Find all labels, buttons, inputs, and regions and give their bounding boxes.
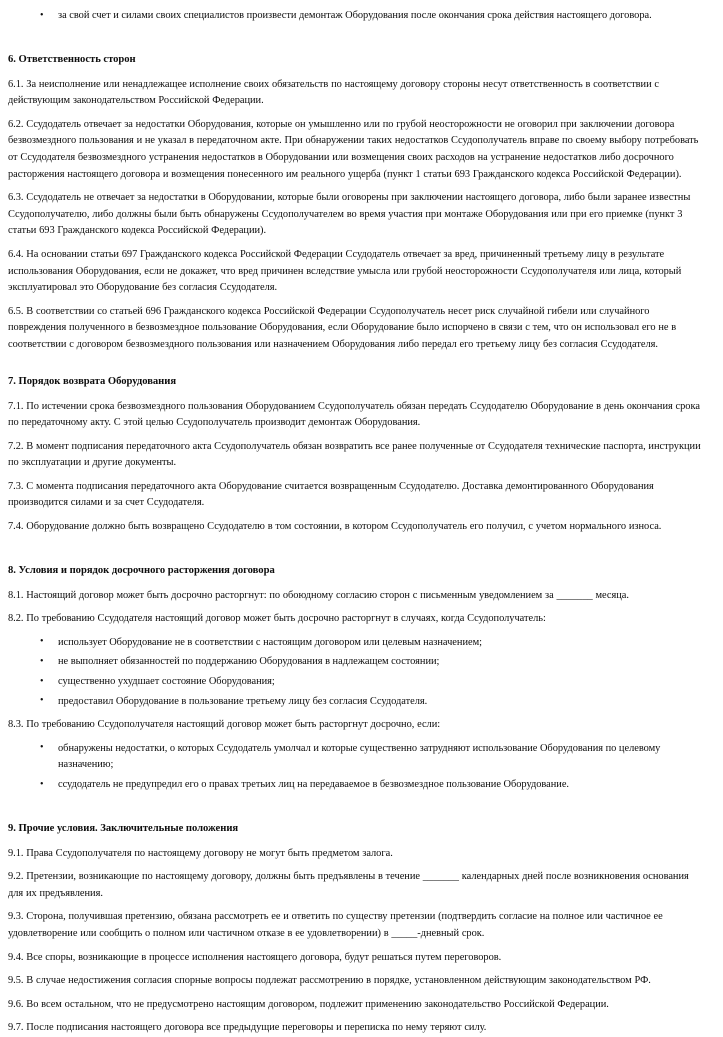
list-item: • обнаружены недостатки, о которых Ссудодатель умолчал и которые существенно затрудняют использование Оборудования по целевому назначению; — [8, 741, 703, 774]
paragraph-7-1: 7.1. По истечении срока безвозмездного пользования Оборудованием Ссудополучатель обязан передать Ссудодателю Оборудование в день окончания срока по передаточному акту. С этой целью Ссудополучатель производит демонтаж Оборудования. — [8, 400, 700, 429]
paragraph-7-2: 7.2. В момент подписания передаточного акта Ссудополучатель обязан возвратить все ранее полученные от Ссудодателя технические паспорта, инструкции по эксплуатации и другие документы. — [8, 440, 701, 469]
paragraph-7-4: 7.4. Оборудование должно быть возвращено Ссудодателю в том состоянии, в котором Ссудополучатель его получил, с учетом нормального износа. — [8, 521, 662, 533]
paragraph-8-1: 8.1. Настоящий договор может быть досрочно расторгнут: по обоюдному согласию сторон с письменным уведомлением за _______ месяца. — [8, 589, 629, 601]
section-7-heading: 7. Порядок возврата Оборудования — [8, 375, 177, 387]
list-item: • не выполняет обязанностей по поддержанию Оборудования в надлежащем состоянии; — [8, 654, 703, 671]
section-spacer — [8, 32, 703, 52]
section-spacer — [8, 361, 703, 374]
paragraph-6-2: 6.2. Ссудодатель отвечает за недостатки Оборудования, которые он умышленно или по грубой неосторожности не оговорил при заключении договора безвозмездного пользования и не указал в передаточном акте. При обнаружении таких недостатков Ссудополучатель вправе по своему выбору потребовать от Ссудодателя безвозмездного устранения недостатков в Оборудовании или возмещения своих расходов на устранение недостатков либо досрочного расторжения настоящего договора и возмещения понесенного им реального ущерба (пункт 1 статьи 693 Гражданского кодекса Российской Федерации). — [8, 118, 699, 180]
intro-bullet-list — [8, 8, 703, 25]
paragraph-8-3: 8.3. По требованию Ссудополучателя настоящий договор может быть расторгнут досрочно, если: — [8, 719, 441, 731]
section-6-heading: 6. Ответственность сторон — [8, 53, 136, 65]
list-item: • за свой счет и силами своих специалистов произвести демонтаж Оборудования после окончания срока действия настоящего договора. — [8, 8, 703, 25]
paragraph-9-2: 9.2. Претензии, возникающие по настоящему договору, должны быть предъявлены в течение _______ календарных дней после возникновения основания для их предъявления. — [8, 871, 689, 899]
list-item: • ссудодатель не предупредил его о правах третьих лиц на передаваемое в безвозмездное пользование Оборудование. — [8, 777, 703, 794]
document-body — [8, 8, 703, 1037]
section-spacer — [8, 543, 703, 563]
section-spacer — [8, 801, 703, 821]
list-item: • существенно ухудшает состояние Оборудования; — [8, 674, 703, 691]
paragraph-7-3: 7.3. С момента подписания передаточного акта Оборудование считается возвращенным Ссудодателю. Доставка демонтированного Оборудования производится силами и за счет Ссудодателя. — [8, 480, 654, 509]
paragraph-9-7: 9.7. После подписания настоящего договора все предыдущие переговоры и переписка по нему теряют силу. — [8, 1022, 487, 1034]
bullet-list-8-3 — [8, 741, 703, 794]
section-9-heading: 9. Прочие условия. Заключительные положения — [8, 822, 239, 834]
list-item: • использует Оборудование не в соответствии с настоящим договором или целевым назначением; — [8, 635, 703, 652]
paragraph-9-4: 9.4. Все споры, возникающие в процессе исполнения настоящего договора, будут решаться путем переговоров. — [8, 951, 502, 963]
bullet-list-8-2 — [8, 635, 703, 710]
paragraph-9-1: 9.1. Права Ссудополучателя по настоящему договору не могут быть предметом залога. — [8, 847, 393, 859]
paragraph-6-1: 6.1. За неисполнение или ненадлежащее исполнение своих обязательств по настоящему договору стороны несут ответственность в соответствии с действующим законодательством Российской Федерации. — [8, 78, 659, 107]
paragraph-6-4: 6.4. На основании статьи 697 Гражданского кодекса Российской Федерации Ссудодатель отвечает за вред, причиненный третьему лицу в результате использования Оборудования, если не докажет, что вред причинен вследствие умысла или грубой неосторожности Ссудополучателя или лица, который эксплуатировал это Оборудование без согласия Ссудодателя. — [8, 248, 682, 294]
paragraph-8-2: 8.2. По требованию Ссудодателя настоящий договор может быть досрочно расторгнут в случаях, когда Ссудополучатель: — [8, 613, 546, 625]
list-item: • предоставил Оборудование в пользование третьему лицу без согласия Ссудодателя. — [8, 694, 703, 711]
paragraph-6-5: 6.5. В соответствии со статьей 696 Гражданского кодекса Российской Федерации Ссудополучатель несет риск случайной гибели или случайного повреждения полученного в безвозмездное пользование Оборудования, если Оборудование было испорчено в связи с тем, что он использовал его не в соответствии с договором безвозмездного пользования или назначением Оборудования либо передал его третьему лицу без согласия Ссудодателя. — [8, 305, 677, 350]
section-8-heading: 8. Условия и порядок досрочного расторжения договора — [8, 564, 275, 576]
paragraph-6-3: 6.3. Ссудодатель не отвечает за недостатки в Оборудовании, которые были оговорены при заключении настоящего договора, либо были заранее известны Ссудополучателю, либо должны были быть обнаружены Ссудополучателем во время участия при монтаже Оборудования или при его приемке (пункт 3 статьи 693 Гражданского кодекса Российской Федерации). — [8, 192, 691, 237]
paragraph-9-5: 9.5. В случае недостижения согласия спорные вопросы подлежат рассмотрению в порядке, установленном действующим законодательством РФ. — [8, 975, 651, 987]
paragraph-9-3: 9.3. Сторона, получившая претензию, обязана рассмотреть ее и ответить по существу претензии (подтвердить согласие на полное или частичное ее удовлетворение или сообщить о полном или частичном отказе в ее удовлетворении) в _____-дневный срок. — [8, 911, 663, 939]
paragraph-9-6: 9.6. Во всем остальном, что не предусмотрено настоящим договором, подлежит применению законодательство Российской Федерации. — [8, 998, 609, 1010]
